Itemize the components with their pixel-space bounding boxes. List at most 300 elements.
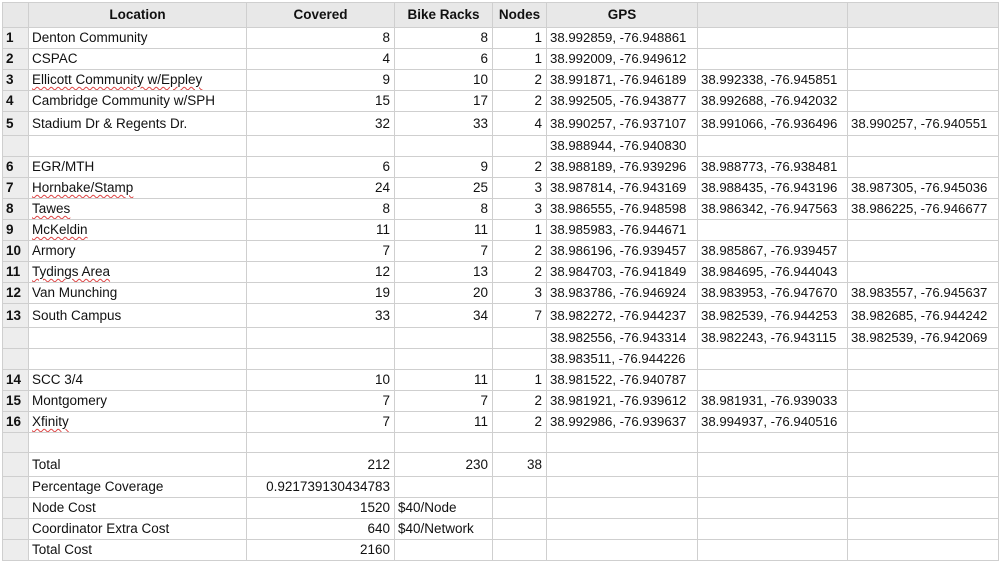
gps-cell[interactable] [848,433,999,453]
bike-racks-cell[interactable] [395,370,493,391]
gps-cell[interactable] [698,540,848,561]
row-number-cell[interactable] [3,498,29,519]
nodes-cell[interactable] [493,112,547,136]
gps-cell[interactable] [848,199,999,220]
gps-cell[interactable] [698,49,848,70]
table-row [3,370,999,391]
bike-racks-cell-text: 230 [465,456,488,472]
bike-racks-cell[interactable] [395,241,493,262]
gps-cell[interactable] [547,136,698,157]
bike-racks-cell[interactable] [395,412,493,433]
bike-racks-cell[interactable] [395,453,493,477]
gps-cell[interactable] [848,220,999,241]
row-number-cell[interactable] [3,453,29,477]
table-row [3,178,999,199]
row-number-cell-text: 2 [6,51,14,66]
row-number-cell-text: 13 [6,307,22,323]
gps-cell[interactable] [698,328,848,349]
gps-cell-text: 38.992688, -76.942032 [701,93,838,108]
gps-cell[interactable] [547,283,698,304]
covered-cell[interactable] [247,283,395,304]
bike-racks-cell[interactable] [395,540,493,561]
gps-cell-text: 38.986342, -76.947563 [701,201,838,216]
gps-cell-text: 38.983786, -76.946924 [550,285,687,300]
nodes-cell[interactable] [493,70,547,91]
row-number-cell-text: 12 [6,285,22,300]
gps-cell[interactable] [698,91,848,112]
gps-cell-text: 38.982556, -76.943314 [550,330,687,345]
gps-cell[interactable] [547,91,698,112]
bike-racks-cell[interactable] [395,112,493,136]
bike-racks-cell-text: 10 [472,72,488,87]
table-row [3,28,999,49]
bike-racks-cell-text: $40/Network [398,521,474,537]
location-cell[interactable] [29,199,247,220]
row-number-cell[interactable] [3,433,29,453]
location-cell[interactable] [29,91,247,112]
gps-cell[interactable] [698,70,848,91]
gps-cell[interactable] [698,178,848,199]
row-number-cell[interactable] [3,157,29,178]
gps-cell-text: 38.986555, -76.948598 [550,201,687,216]
gps-cell[interactable] [848,540,999,561]
table-row [3,262,999,283]
covered-cell[interactable] [247,498,395,519]
spreadsheet [2,2,999,561]
row-number-cell[interactable] [3,328,29,349]
location-cell[interactable] [29,391,247,412]
row-number-cell[interactable] [3,241,29,262]
bike-racks-cell[interactable] [395,328,493,349]
bike-racks-cell[interactable] [395,91,493,112]
gps-cell[interactable] [547,70,698,91]
nodes-cell[interactable] [493,328,547,349]
nodes-cell[interactable] [493,453,547,477]
gps-cell-text: 38.990257, -76.940551 [851,115,988,131]
nodes-cell-text: 2 [534,93,542,108]
bike-racks-cell-text: 13 [472,264,488,279]
covered-cell[interactable] [247,304,395,328]
gps-cell-text: 38.991871, -76.946189 [550,72,687,87]
gps-cell[interactable] [547,370,698,391]
bike-racks-cell[interactable] [395,262,493,283]
gps-cell[interactable] [547,157,698,178]
location-cell-text: Total [32,456,61,472]
covered-cell-text: 8 [382,201,390,216]
gps-cell[interactable] [848,178,999,199]
header-gps[interactable]: GPS [547,3,698,28]
covered-cell[interactable] [247,391,395,412]
nodes-cell[interactable] [493,241,547,262]
nodes-cell[interactable] [493,304,547,328]
gps-cell[interactable] [848,70,999,91]
gps-cell[interactable] [698,477,848,498]
gps-cell[interactable] [848,157,999,178]
gps-cell-text: 38.982243, -76.943115 [701,330,837,345]
bike-racks-cell[interactable] [395,136,493,157]
location-cell[interactable] [29,136,247,157]
table-row [3,91,999,112]
gps-cell[interactable] [848,391,999,412]
gps-cell[interactable] [547,28,698,49]
location-cell[interactable] [29,49,247,70]
location-cell[interactable] [29,433,247,453]
bike-racks-cell[interactable] [395,498,493,519]
gps-cell[interactable] [848,136,999,157]
gps-cell[interactable] [848,262,999,283]
row-number-cell[interactable] [3,412,29,433]
header-bike-racks[interactable]: Bike Racks [395,3,493,28]
bike-racks-cell[interactable] [395,199,493,220]
nodes-cell[interactable] [493,519,547,540]
location-cell[interactable] [29,304,247,328]
location-cell[interactable] [29,349,247,370]
location-cell-text: Cambridge Community w/SPH [32,93,216,108]
location-cell[interactable] [29,70,247,91]
gps-cell[interactable] [698,241,848,262]
nodes-cell[interactable] [493,28,547,49]
row-number-cell-text: 8 [6,201,14,216]
gps-cell[interactable] [848,91,999,112]
location-cell[interactable] [29,112,247,136]
gps-cell-text: 38.982272, -76.944237 [550,307,687,323]
table-row [3,349,999,370]
location-cell-text: Denton Community [32,30,148,45]
nodes-cell[interactable] [493,498,547,519]
location-cell[interactable] [29,453,247,477]
gps-cell-text: 38.984703, -76.941849 [550,264,687,279]
bike-racks-cell[interactable] [395,477,493,498]
gps-cell[interactable] [547,304,698,328]
covered-cell-text: 10 [374,372,390,387]
gps-cell[interactable] [848,519,999,540]
gps-cell[interactable] [547,498,698,519]
nodes-cell[interactable] [493,178,547,199]
table-row [3,220,999,241]
covered-cell-text: 15 [374,93,390,108]
covered-cell[interactable] [247,477,395,498]
bike-racks-cell[interactable] [395,70,493,91]
bike-racks-cell[interactable] [395,49,493,70]
location-cell[interactable] [29,477,247,498]
location-cell[interactable] [29,220,247,241]
location-cell[interactable] [29,540,247,561]
nodes-cell[interactable] [493,477,547,498]
row-number-cell[interactable] [3,220,29,241]
location-cell[interactable] [29,519,247,540]
covered-cell[interactable] [247,262,395,283]
table-row [3,70,999,91]
row-number-cell[interactable] [3,136,29,157]
covered-cell[interactable] [247,28,395,49]
covered-cell[interactable] [247,112,395,136]
row-number-cell-text: 1 [6,30,14,45]
row-number-cell[interactable] [3,49,29,70]
row-number-cell[interactable] [3,349,29,370]
covered-cell[interactable] [247,91,395,112]
nodes-cell[interactable] [493,391,547,412]
nodes-cell[interactable] [493,412,547,433]
location-cell[interactable] [29,28,247,49]
location-cell[interactable] [29,498,247,519]
row-number-cell[interactable] [3,91,29,112]
row-number-cell[interactable] [3,178,29,199]
gps-cell[interactable] [698,453,848,477]
nodes-cell[interactable] [493,157,547,178]
location-cell-text: Coordinator Extra Cost [32,521,170,537]
nodes-cell[interactable] [493,262,547,283]
gps-cell[interactable] [848,453,999,477]
row-number-cell[interactable] [3,477,29,498]
covered-cell[interactable] [247,220,395,241]
nodes-cell[interactable] [493,91,547,112]
nodes-cell[interactable] [493,220,547,241]
bike-racks-cell[interactable] [395,220,493,241]
location-cell[interactable] [29,370,247,391]
gps-cell[interactable] [547,412,698,433]
location-cell[interactable] [29,157,247,178]
nodes-cell[interactable] [493,540,547,561]
covered-cell-text: 212 [367,456,390,472]
row-number-cell[interactable] [3,540,29,561]
gps-cell[interactable] [547,328,698,349]
bike-racks-cell-text: 11 [473,372,488,387]
gps-cell[interactable] [698,391,848,412]
row-number-cell-text: 7 [6,180,14,195]
location-cell[interactable] [29,178,247,199]
header-blank[interactable] [698,3,848,28]
nodes-cell-text: 4 [534,115,542,131]
bike-racks-cell-text: 25 [472,180,488,195]
nodes-cell[interactable] [493,49,547,70]
gps-cell[interactable] [698,199,848,220]
location-cell[interactable] [29,412,247,433]
header-location[interactable]: Location [29,3,247,28]
gps-cell[interactable] [848,49,999,70]
row-number-cell-text: 4 [6,93,14,108]
row-number-cell-text: 6 [6,159,14,174]
covered-cell-text: 12 [374,264,390,279]
gps-cell[interactable] [848,477,999,498]
covered-cell-text: 32 [374,115,390,131]
gps-cell[interactable] [698,28,848,49]
gps-cell[interactable] [698,412,848,433]
location-cell-text: Total Cost [32,542,93,558]
header-blank[interactable] [848,3,999,28]
covered-cell[interactable] [247,199,395,220]
gps-cell[interactable] [547,112,698,136]
bike-racks-cell[interactable] [395,391,493,412]
gps-cell[interactable] [848,498,999,519]
gps-cell[interactable] [547,262,698,283]
gps-cell[interactable] [547,241,698,262]
row-number-cell-text: 10 [6,243,22,258]
gps-cell[interactable] [848,370,999,391]
gps-cell[interactable] [547,540,698,561]
gps-cell-text: 38.994937, -76.940516 [701,414,838,429]
row-number-cell-text: 11 [6,264,21,279]
bike-racks-cell[interactable] [395,349,493,370]
gps-cell[interactable] [848,328,999,349]
covered-cell[interactable] [247,540,395,561]
row-number-cell[interactable] [3,70,29,91]
covered-cell[interactable] [247,433,395,453]
gps-cell[interactable] [547,178,698,199]
corner-cell[interactable] [3,3,29,28]
row-number-cell[interactable] [3,112,29,136]
bike-racks-cell[interactable] [395,157,493,178]
gps-cell[interactable] [547,220,698,241]
covered-cell[interactable] [247,349,395,370]
row-number-cell[interactable] [3,519,29,540]
bike-racks-cell[interactable] [395,283,493,304]
bike-racks-cell[interactable] [395,178,493,199]
covered-cell[interactable] [247,157,395,178]
bike-racks-cell[interactable] [395,433,493,453]
gps-cell[interactable] [698,283,848,304]
nodes-cell[interactable] [493,370,547,391]
row-number-cell-text: 3 [6,72,14,87]
gps-cell[interactable] [698,262,848,283]
gps-cell[interactable] [698,370,848,391]
location-cell[interactable] [29,328,247,349]
covered-cell[interactable] [247,370,395,391]
gps-cell-text: 38.988773, -76.938481 [701,159,838,174]
covered-cell[interactable] [247,328,395,349]
gps-cell[interactable] [698,304,848,328]
bike-racks-cell-text: 20 [472,285,488,300]
covered-cell-text: 7 [382,414,390,429]
covered-cell[interactable] [247,49,395,70]
row-number-cell[interactable] [3,283,29,304]
gps-cell[interactable] [547,477,698,498]
covered-cell-text: 11 [375,222,390,237]
nodes-cell-text: 3 [534,180,542,195]
gps-cell[interactable] [547,519,698,540]
bike-racks-cell-text: 7 [480,393,488,408]
gps-cell[interactable] [848,28,999,49]
covered-cell[interactable] [247,453,395,477]
row-number-cell[interactable] [3,304,29,328]
gps-cell-text: 38.988944, -76.940830 [550,138,687,153]
location-cell[interactable] [29,262,247,283]
nodes-cell[interactable] [493,349,547,370]
gps-cell[interactable] [698,136,848,157]
covered-cell[interactable] [247,412,395,433]
covered-cell[interactable] [247,178,395,199]
header-nodes[interactable]: Nodes [493,3,547,28]
gps-cell[interactable] [848,304,999,328]
gps-cell[interactable] [698,157,848,178]
location-cell-text: Van Munching [32,285,118,300]
nodes-cell-text: 2 [534,393,542,408]
data-table [2,2,999,561]
nodes-cell-text: 38 [526,456,542,472]
bike-racks-cell[interactable] [395,304,493,328]
covered-cell-text: 19 [374,285,390,300]
covered-cell[interactable] [247,70,395,91]
gps-cell[interactable] [848,283,999,304]
nodes-cell-text: 2 [534,264,542,279]
header-covered[interactable]: Covered [247,3,395,28]
gps-cell-text: 38.982685, -76.944242 [851,307,988,323]
table-row [3,453,999,477]
covered-cell[interactable] [247,136,395,157]
gps-cell-text: 38.982539, -76.942069 [851,330,988,345]
row-number-cell[interactable] [3,28,29,49]
table-row [3,112,999,136]
covered-cell[interactable] [247,241,395,262]
gps-cell-text: 38.992859, -76.948861 [550,30,687,45]
location-cell-text: South Campus [32,307,122,323]
location-cell-text: Tydings Area [32,264,111,279]
bike-racks-cell-text: 7 [480,243,488,258]
location-cell-text: Node Cost [32,500,96,516]
gps-cell[interactable] [848,412,999,433]
bike-racks-cell-text: 34 [472,307,488,323]
table-row [3,328,999,349]
bike-racks-cell[interactable] [395,28,493,49]
covered-cell-text: 7 [382,393,390,408]
bike-racks-cell-text: 11 [473,222,488,237]
row-number-cell-text: 15 [6,393,22,408]
gps-cell-text: 38.981931, -76.939033 [701,393,838,408]
gps-cell[interactable] [848,349,999,370]
gps-cell[interactable] [547,199,698,220]
row-number-cell[interactable] [3,262,29,283]
gps-cell[interactable] [547,391,698,412]
location-cell[interactable] [29,283,247,304]
nodes-cell[interactable] [493,199,547,220]
gps-cell[interactable] [698,519,848,540]
gps-cell[interactable] [547,453,698,477]
gps-cell[interactable] [698,349,848,370]
row-number-cell[interactable] [3,199,29,220]
gps-cell[interactable] [848,112,999,136]
nodes-cell-text: 7 [534,307,542,323]
gps-cell[interactable] [848,241,999,262]
covered-cell-text: 7 [382,243,390,258]
gps-cell-text: 38.985983, -76.944671 [550,222,687,237]
bike-racks-cell-text: 6 [480,51,488,66]
row-number-cell[interactable] [3,391,29,412]
gps-cell-text: 38.982539, -76.944253 [701,307,838,323]
nodes-cell[interactable] [493,283,547,304]
gps-cell[interactable] [547,433,698,453]
covered-cell-text: 2160 [359,542,390,558]
table-row [3,241,999,262]
gps-cell[interactable] [547,349,698,370]
gps-cell[interactable] [698,112,848,136]
gps-cell[interactable] [698,498,848,519]
bike-racks-cell-text: 9 [480,159,488,174]
location-cell-text: Stadium Dr & Regents Dr. [32,115,188,131]
bike-racks-cell-text: 33 [472,115,488,131]
row-number-cell[interactable] [3,370,29,391]
location-cell-text: Ellicott Community w/Eppley [32,72,203,87]
nodes-cell[interactable] [493,433,547,453]
location-cell[interactable] [29,241,247,262]
nodes-cell[interactable] [493,136,547,157]
covered-cell[interactable] [247,519,395,540]
gps-cell[interactable] [547,49,698,70]
bike-racks-cell[interactable] [395,519,493,540]
gps-cell-text: 38.992338, -76.945851 [701,72,838,87]
gps-cell[interactable] [698,433,848,453]
location-cell-text: SCC 3/4 [32,372,84,387]
table-row [3,477,999,498]
gps-cell[interactable] [698,220,848,241]
